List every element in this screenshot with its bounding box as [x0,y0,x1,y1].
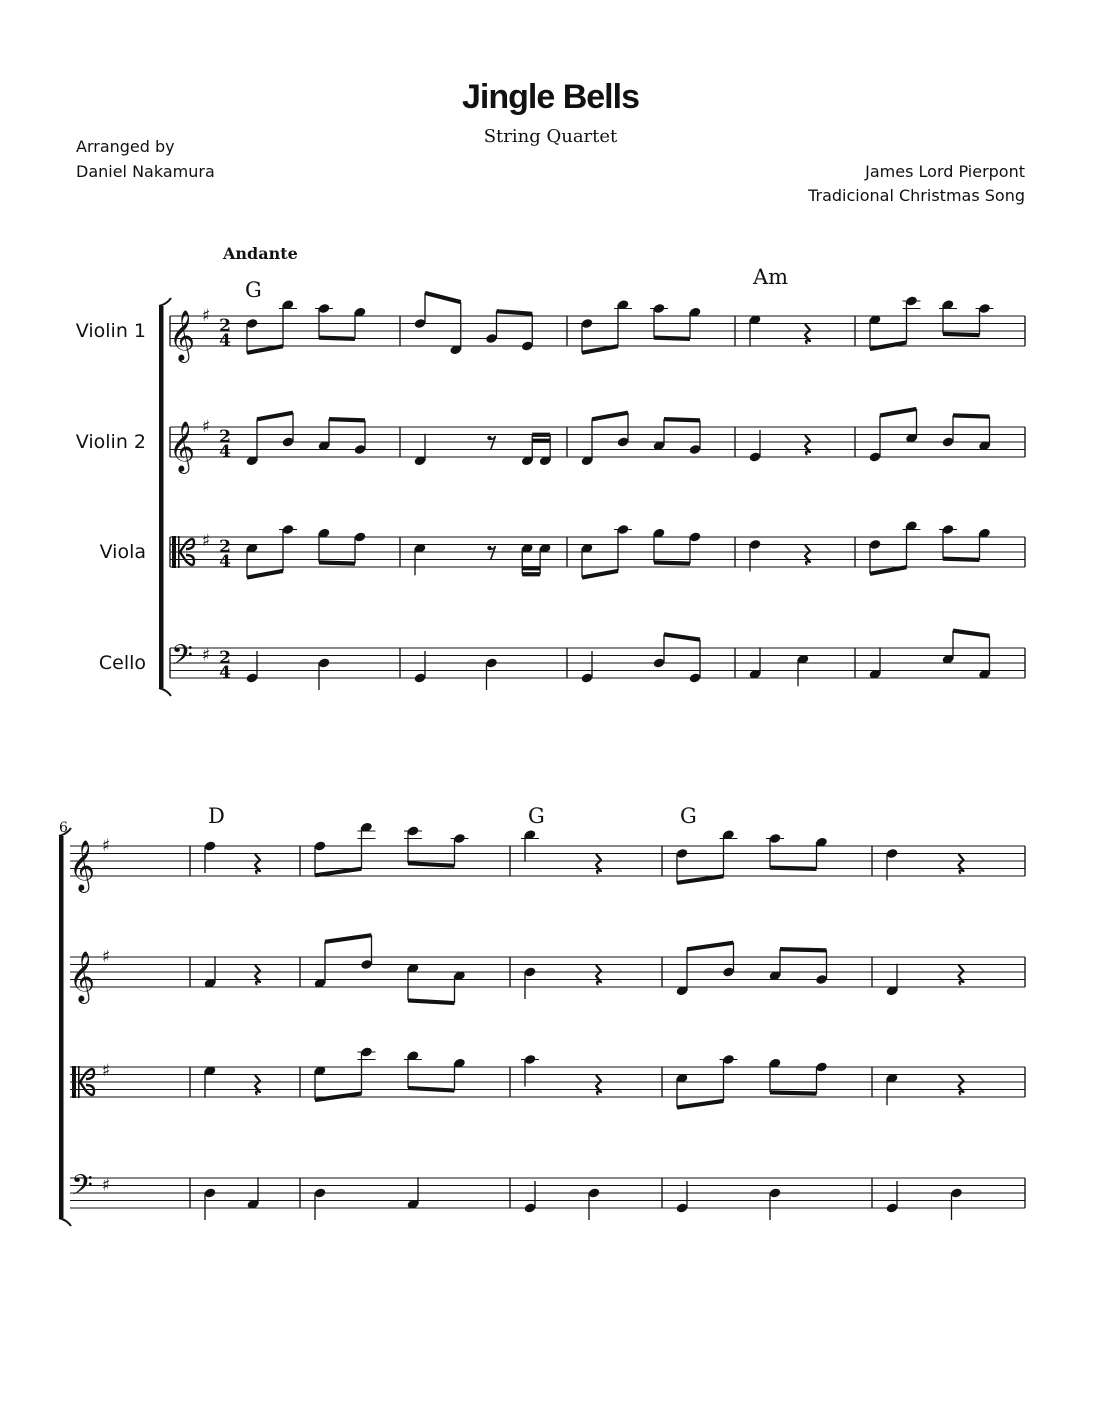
note-beam [319,562,355,563]
note-beam [780,949,827,950]
bracket-hook-bottom [159,688,171,696]
quarter-rest [959,854,964,874]
quarter-rest [959,1075,964,1095]
note-beam [664,634,700,639]
note-beam [329,419,365,420]
note-beam [257,413,293,420]
key-signature-sharp: ♯ [201,417,211,437]
time-signature: 2 [219,537,231,557]
note-beam [247,346,283,353]
note-beam [408,863,455,866]
key-signature-sharp: ♯ [201,306,211,326]
system-bracket [159,306,164,688]
note-beam [677,876,724,883]
alto-clef-part [172,536,176,568]
note-beam [247,571,283,578]
note-beam [315,869,362,876]
treble-clef-icon: 𝄞 [68,951,96,1002]
instrument-name: Cello [98,652,146,674]
quarter-rest [805,435,810,455]
quarter-rest [596,854,601,874]
note-beam [582,571,618,578]
quarter-rest [255,965,260,985]
note-beam [943,334,980,335]
note-beam [497,311,533,314]
treble-clef-icon: 𝄞 [168,421,196,472]
composer-name: James Lord Pierpont [865,162,1025,181]
quarter-rest [596,1075,601,1095]
note-beam [319,338,355,339]
chord-symbol: G [528,804,545,828]
key-signature-sharp: ♯ [101,1060,111,1081]
chord-symbol: Am [753,265,789,289]
score-title: Jingle Bells [462,78,639,116]
note-beam [408,1088,455,1091]
arranger-name: Daniel Nakamura [76,162,215,181]
note-beam [770,868,817,869]
treble-clef-icon: 𝄞 [168,310,196,361]
key-signature-sharp: ♯ [201,645,211,666]
quarter-rest [255,1075,260,1095]
instrument-name: Viola [99,541,146,563]
chord-symbol: G [245,278,262,302]
composer-note: Tradicional Christmas Song [808,186,1025,205]
time-signature: 2 [219,316,231,336]
chord-symbol: D [208,804,225,828]
time-signature: 4 [219,442,231,462]
note-beam [687,943,734,950]
key-signature-sharp: ♯ [201,530,211,551]
note-beam [582,346,618,353]
note-beam [943,559,980,560]
score-subtitle: String Quartet [483,126,618,147]
treble-clef-icon: 𝄞 [68,840,96,891]
system-bracket [59,836,64,1218]
time-signature: 2 [219,648,231,668]
note-beam [592,413,628,420]
note-beam [953,631,990,636]
bracket-hook-top [159,298,171,306]
quarter-rest [596,965,601,985]
note-beam [325,935,372,942]
time-signature: 4 [219,663,231,683]
quarter-rest [255,854,260,874]
note-beam [770,1092,817,1093]
key-signature-sharp: ♯ [101,1175,111,1196]
bass-clef-icon: 𝄢 [171,639,193,679]
time-signature: 4 [219,552,231,572]
instrument-name: Violin 1 [75,320,146,342]
note-beam [880,409,917,416]
quarter-rest [805,324,810,344]
tempo-marking: Andante [223,244,298,263]
chord-symbol: G [680,804,697,828]
note-beam [677,1101,724,1108]
note-beam [953,415,990,416]
note-beam [654,562,690,563]
key-signature-sharp: ♯ [101,947,111,967]
alto-clef-part [72,1066,76,1098]
bracket-hook-bottom [59,1218,71,1226]
bass-clef-icon: 𝄢 [71,1169,93,1209]
quarter-rest [959,965,964,985]
note-beam [654,338,690,339]
instrument-name: Violin 2 [75,431,146,453]
measure-number: 6 [59,820,68,836]
note-beam [425,293,461,302]
arranger-label: Arranged by [76,137,175,156]
note-beam [664,419,700,420]
time-signature: 4 [219,331,231,351]
time-signature: 2 [219,427,231,447]
note-beam [870,567,907,574]
quarter-rest [805,545,810,565]
alto-clef-part [178,536,180,568]
note-beam [408,1000,455,1003]
key-signature-sharp: ♯ [101,836,111,856]
alto-clef-part [78,1066,80,1098]
